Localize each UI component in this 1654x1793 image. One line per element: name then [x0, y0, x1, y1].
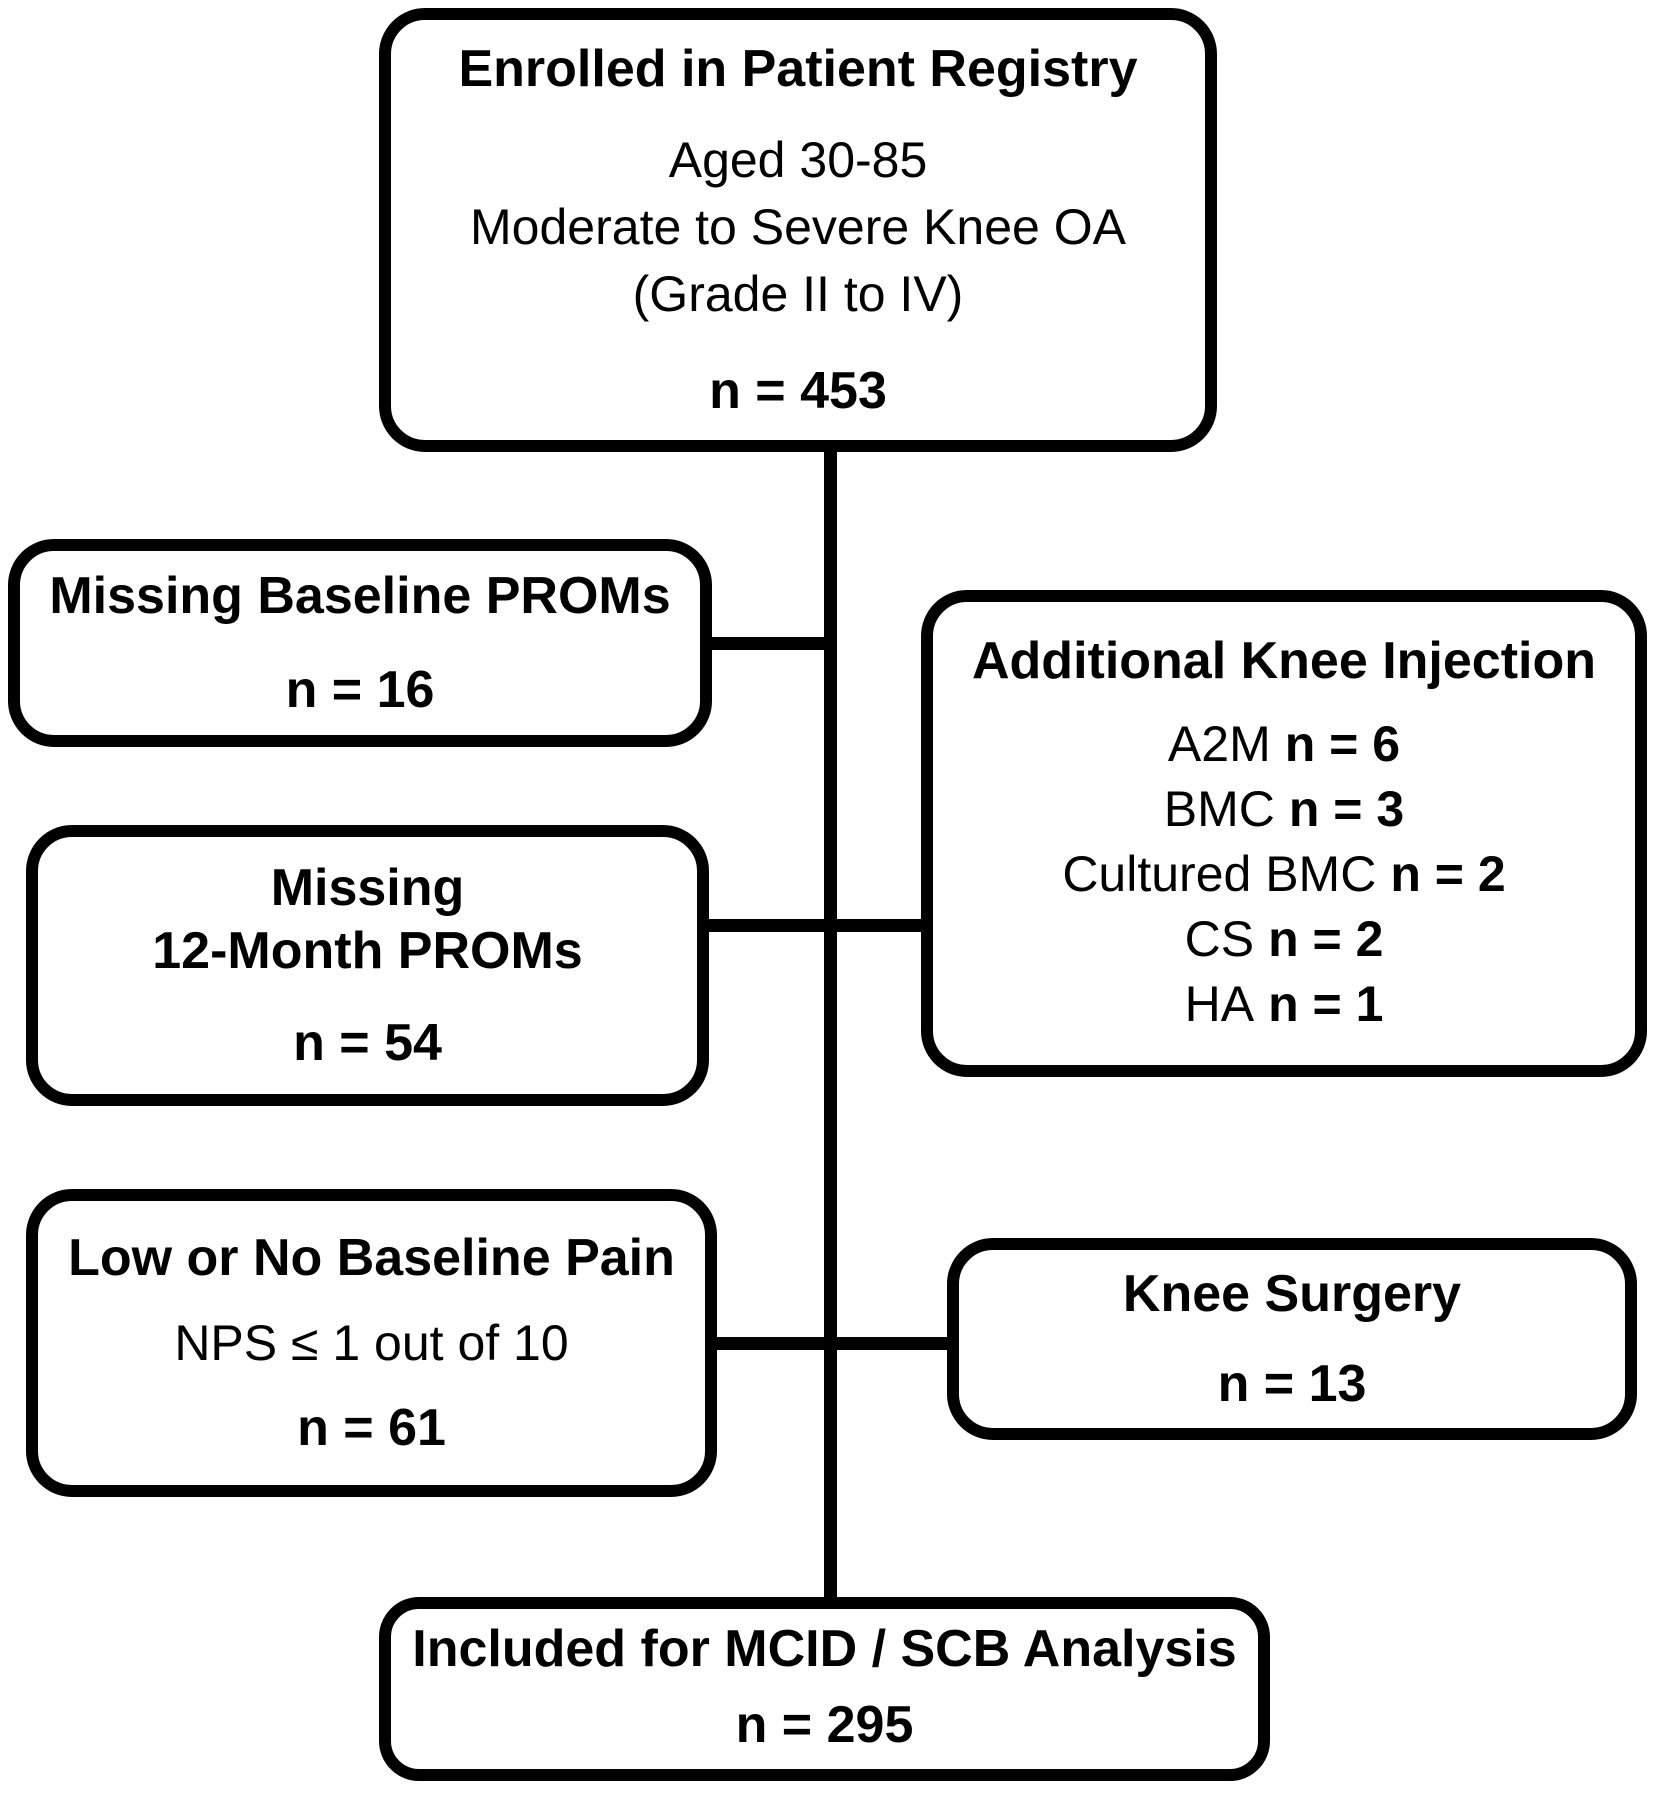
enrolled-title: Enrolled in Patient Registry [458, 39, 1138, 98]
enrolled-body-line-2: Moderate to Severe Knee OA [470, 199, 1126, 256]
missing-12-month-proms-box [26, 825, 709, 1106]
connector-missing-baseline-line [700, 637, 832, 650]
injection-item-count: n = 1 [1268, 975, 1384, 1032]
injection-item-cultured-bmc [1062, 842, 1505, 907]
injection-item-count: n = 2 [1390, 845, 1506, 902]
missing-baseline-title: Missing Baseline PROMs [49, 567, 671, 626]
connector-missing-12mo-additional-line [703, 919, 929, 932]
injection-item-count: n = 2 [1268, 910, 1384, 967]
central-vertical-connector-line [824, 445, 837, 1605]
low-pain-criteria: NPS ≤ 1 out of 10 [174, 1315, 569, 1372]
included-count: n = 295 [735, 1696, 914, 1755]
low-or-no-baseline-pain-box [26, 1189, 717, 1497]
enrolled-count: n = 453 [709, 362, 887, 421]
additional-injection-title: Additional Knee Injection [971, 632, 1597, 691]
included-for-analysis-box [379, 1597, 1270, 1781]
low-pain-count: n = 61 [297, 1399, 446, 1458]
injection-item-count: n = 6 [1284, 715, 1401, 772]
injection-item-label: BMC [1163, 780, 1275, 837]
knee-surgery-count: n = 13 [1217, 1354, 1367, 1413]
enrolled-body-line-1: Aged 30-85 [668, 132, 928, 189]
enrolled-box [379, 8, 1217, 452]
injection-item-bmc [1164, 777, 1404, 842]
included-title: Included for MCID / SCB Analysis [412, 1620, 1237, 1679]
low-pain-title: Low or No Baseline Pain [68, 1228, 675, 1287]
missing-baseline-count: n = 16 [285, 660, 435, 719]
injection-item-label: CS [1184, 910, 1255, 967]
injection-item-label: A2M [1167, 715, 1271, 772]
injection-item-ha [1185, 972, 1384, 1037]
missing-12mo-title-line-1: Missing [270, 858, 465, 917]
knee-surgery-box [947, 1238, 1637, 1440]
missing-12mo-title-line-2: 12-Month PROMs [152, 922, 583, 981]
additional-knee-injection-box [921, 590, 1647, 1077]
injection-item-count: n = 3 [1288, 780, 1405, 837]
injection-item-label: Cultured BMC [1062, 845, 1377, 902]
injection-item-cs [1185, 907, 1384, 972]
injection-item-a2m [1168, 712, 1400, 777]
connector-low-pain-knee-surgery-line [710, 1337, 955, 1350]
injection-item-label: HA [1184, 975, 1255, 1032]
missing-12mo-count: n = 54 [293, 1013, 442, 1072]
missing-baseline-proms-box [8, 539, 712, 747]
knee-surgery-title: Knee Surgery [1122, 1265, 1462, 1324]
enrolled-body-line-3: (Grade II to IV) [632, 266, 964, 323]
